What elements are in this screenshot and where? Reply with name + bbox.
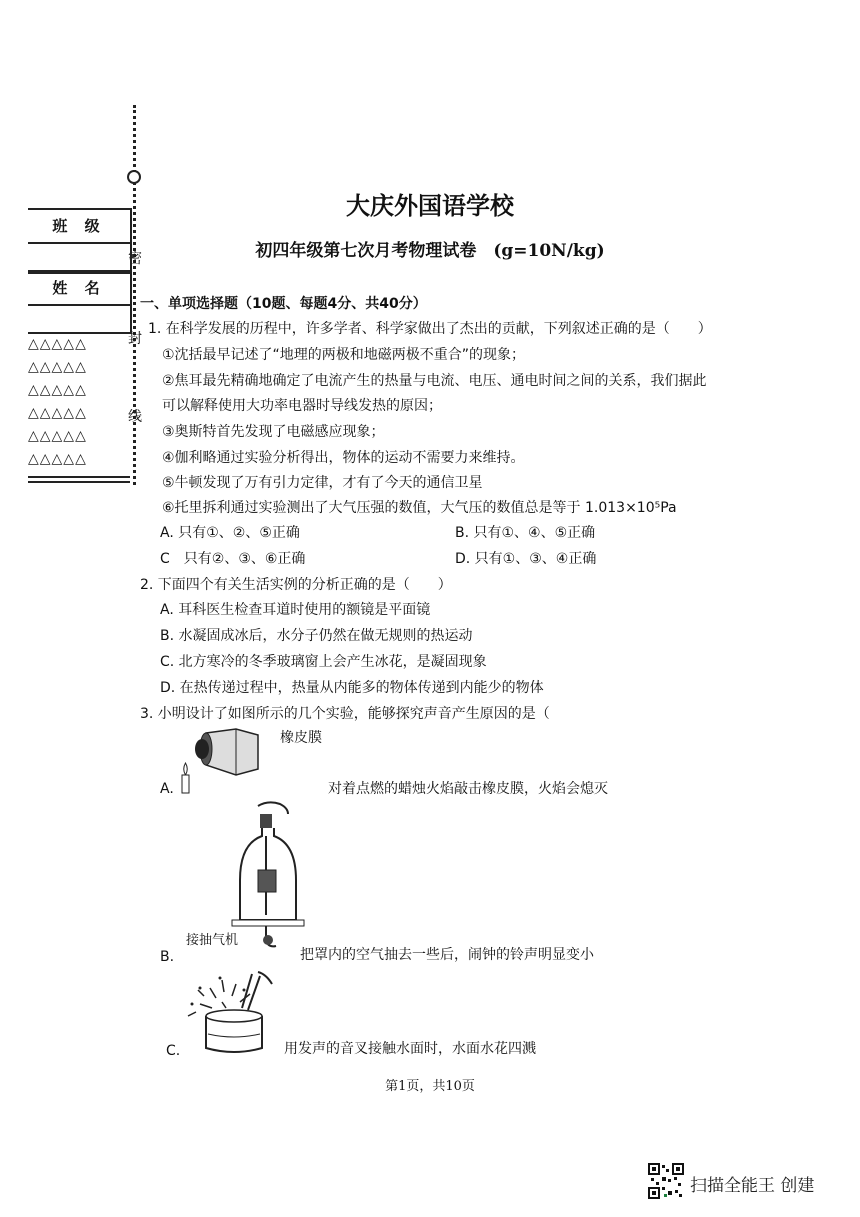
q3-option-a[interactable]: 对着点燃的蜡烛火焰敲击橡皮膜，火焰会熄灭 xyxy=(328,781,608,797)
vacuum-pump-label: 接抽气机 xyxy=(186,933,239,948)
page-number: 第1页，共10页 xyxy=(385,1079,475,1094)
q3-option-a-letter[interactable]: A. xyxy=(160,781,174,797)
seal-char-feng: 封 xyxy=(128,331,142,347)
q2-stem: 2. 下面四个有关生活实例的分析正确的是（ ） xyxy=(140,577,452,593)
q1-option-c[interactable]: C 只有②、③、⑥正确 xyxy=(160,551,306,567)
seal-dotted-line xyxy=(133,105,136,485)
q2-option-d[interactable]: D. 在热传递过程中，热量从内能多的物体传递到内能少的物体 xyxy=(160,680,544,696)
q1-statement-5: ⑤牛顿发现了万有引力定律，才有了今天的通信卫星 xyxy=(162,475,483,491)
q2-option-b[interactable]: B. 水凝固成冰后，水分子仍然在做无规则的热运动 xyxy=(160,628,473,644)
q1-statement-1: ①沈括最早记述了“地理的两极和地磁两极不重合”的现象； xyxy=(162,347,526,363)
divider xyxy=(28,481,130,483)
triangle-row: △△△△△ xyxy=(28,336,87,352)
name-blank[interactable] xyxy=(28,304,132,334)
q1-statement-4: ④伽利略通过实验分析得出，物体的运动不需要力来维持。 xyxy=(162,450,525,466)
q1-statement-3: ③奥斯特首先发现了电磁感应现象； xyxy=(162,424,385,440)
bell-jar-figure xyxy=(228,800,308,960)
q3-option-c-letter[interactable]: C. xyxy=(166,1043,181,1059)
q1-option-a[interactable]: A. 只有①、②、⑤正确 xyxy=(160,525,300,541)
school-name: 大庆外国语学校 xyxy=(346,191,514,220)
q3-option-c[interactable]: 用发声的音叉接触水面时，水面水花四溅 xyxy=(284,1041,536,1057)
seal-circle-mark xyxy=(127,170,141,184)
q1-statement-2a: ②焦耳最先精确地确定了电流产生的热量与电流、电压、通电时间之间的关系，我们据此 xyxy=(162,373,707,389)
triangle-row: △△△△△ xyxy=(28,405,87,421)
exam-title: 初四年级第七次月考物理试卷 (g=10N/kg) xyxy=(255,241,605,261)
triangle-row: △△△△△ xyxy=(28,359,87,375)
name-field[interactable] xyxy=(28,270,132,306)
drum-candle-figure xyxy=(178,725,278,797)
rubber-membrane-label: 橡皮膜 xyxy=(280,730,322,746)
tuning-fork-water-figure xyxy=(186,968,282,1058)
q3-option-b-letter[interactable]: B. xyxy=(160,949,175,965)
triangle-row: △△△△△ xyxy=(28,382,87,398)
q2-option-a[interactable]: A. 耳科医生检查耳道时使用的额镜是平面镜 xyxy=(160,602,431,618)
scanner-watermark: 扫描全能王 创建 xyxy=(690,1176,815,1196)
section-heading: 一、单项选择题（10题、每题4分、共40分） xyxy=(140,296,427,312)
divider xyxy=(28,476,130,478)
q1-option-b[interactable]: B. 只有①、④、⑤正确 xyxy=(455,525,596,541)
q1-statement-6: ⑥托里拆利通过实验测出了大气压强的数值，大气压的数值总是等于 1.013×10⁵Pa xyxy=(162,500,677,516)
q3-option-b[interactable]: 把罩内的空气抽去一些后，闹钟的铃声明显变小 xyxy=(300,947,594,963)
triangle-row: △△△△△ xyxy=(28,451,87,467)
q1-statement-2b: 可以解释使用大功率电器时导线发热的原因； xyxy=(162,398,442,414)
qr-code-icon xyxy=(648,1163,684,1199)
name-label: 姓 名 xyxy=(52,279,106,297)
q1-option-d[interactable]: D. 只有①、③、④正确 xyxy=(455,551,597,567)
seal-char-mi: 密 xyxy=(128,251,142,267)
triangle-row: △△△△△ xyxy=(28,428,87,444)
q2-option-c[interactable]: C. 北方寒冷的冬季玻璃窗上会产生冰花，是凝固现象 xyxy=(160,654,487,670)
q1-stem: 1. 在科学发展的历程中，许多学者、科学家做出了杰出的贡献，下列叙述正确的是（ ） xyxy=(148,321,712,337)
seal-char-xian: 线 xyxy=(128,409,142,425)
class-label: 班 级 xyxy=(52,217,106,235)
q3-stem: 3. 小明设计了如图所示的几个实验，能够探究声音产生原因的是（ xyxy=(140,706,550,722)
